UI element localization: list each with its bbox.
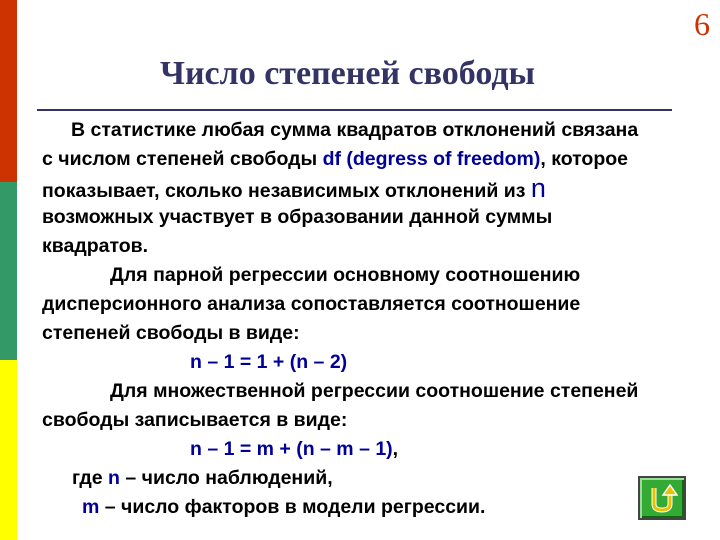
- text: с числом степеней свободы: [42, 148, 323, 170]
- text: ,: [392, 438, 399, 460]
- body-line: [42, 174, 718, 203]
- text: – число факторов в модели регрессии.: [99, 496, 486, 518]
- body-line: [42, 319, 718, 348]
- slide-number: 6: [694, 6, 710, 42]
- title-underline: [37, 109, 672, 111]
- return-arrow-icon: [646, 482, 678, 514]
- formula-multiple: [42, 435, 718, 464]
- df-term: df (degress of freedom): [322, 148, 541, 170]
- body-line: [42, 116, 718, 145]
- text: Для множественной регрессии соотношение степеней: [110, 380, 639, 402]
- text: свободы записывается в виде:: [42, 409, 348, 431]
- n-symbol: n: [108, 467, 120, 489]
- text: возможных участвует в образовании данной суммы: [42, 206, 553, 228]
- text: – число наблюдений,: [119, 467, 333, 489]
- slide-body: [42, 116, 718, 522]
- decor-bar-green: [0, 182, 17, 360]
- text: Для парной регрессии основному соотношению: [110, 264, 581, 286]
- return-button[interactable]: [638, 476, 686, 520]
- body-line: [42, 261, 718, 290]
- formula-text: n – 1 = m + (n – m – 1): [190, 438, 393, 460]
- body-line: [42, 464, 718, 493]
- text: дисперсионного анализа сопоставляется соотношение: [42, 293, 581, 315]
- m-symbol: m: [82, 496, 100, 518]
- slide-title: Число степеней свободы: [160, 55, 536, 92]
- text: В статистике любая сумма квадратов отклонений связана: [71, 119, 639, 141]
- decor-bar-red: [0, 0, 17, 182]
- text: , которое: [540, 148, 628, 170]
- formula-text: n – 1 = 1 + (n – 2): [190, 351, 348, 373]
- n-symbol: n: [530, 173, 546, 203]
- body-line: [42, 406, 718, 435]
- formula-paired: [42, 348, 718, 377]
- text: квадратов.: [42, 235, 149, 257]
- body-line: [42, 290, 718, 319]
- decor-bar-yellow: [0, 360, 17, 540]
- body-line: [42, 232, 718, 261]
- body-line: [42, 493, 718, 522]
- body-line: [42, 145, 718, 174]
- text: степеней свободы в виде:: [42, 322, 300, 344]
- text: где: [72, 467, 109, 489]
- body-line: [42, 377, 718, 406]
- text: показывает, сколько независимых отклонений из: [42, 180, 531, 202]
- body-line: [42, 203, 718, 232]
